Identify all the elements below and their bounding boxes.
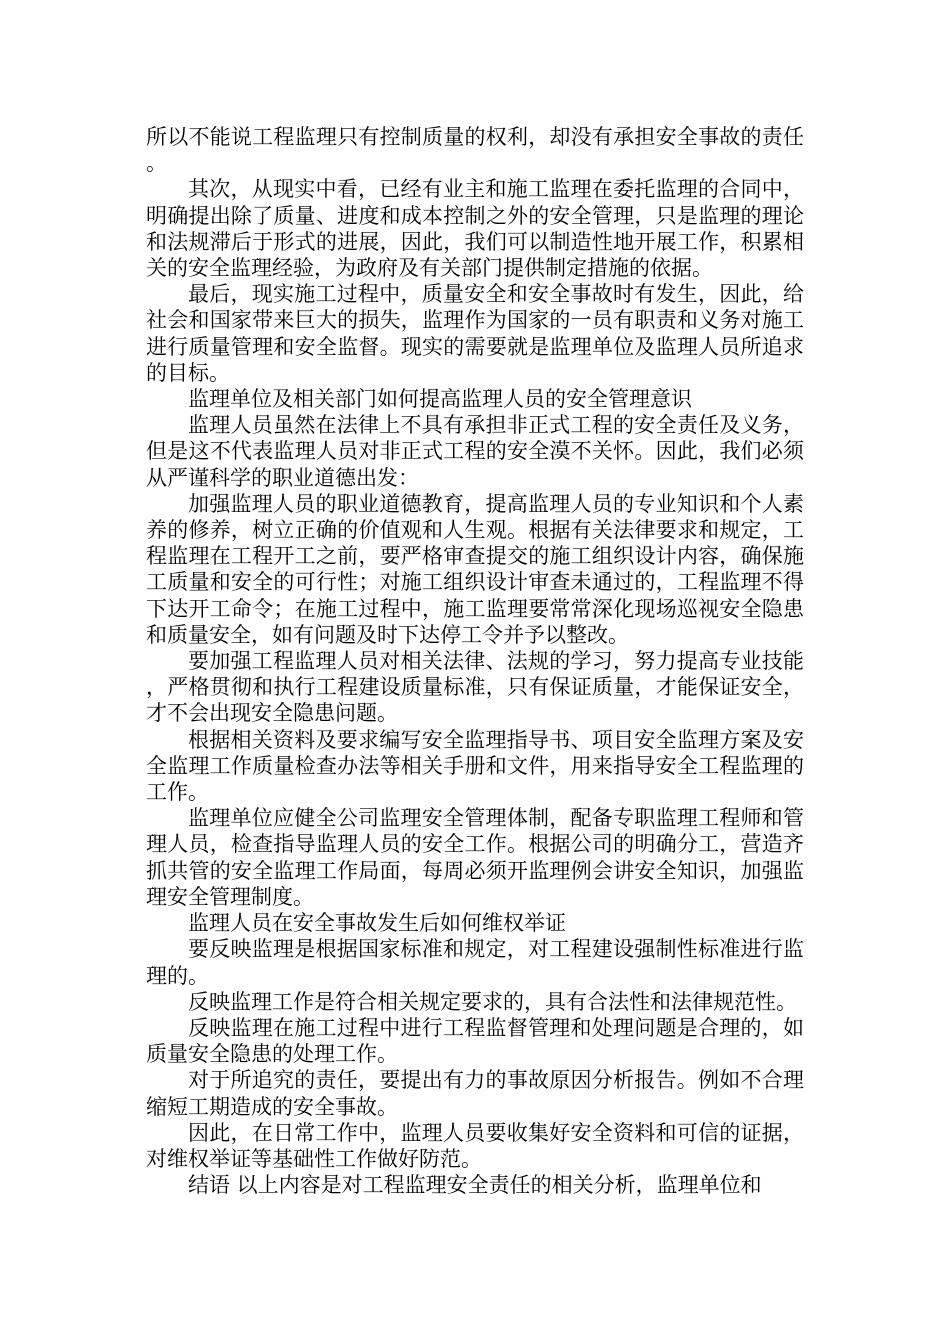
- paragraph-6: 加强监理人员的职业道德教育，提高监理人员的专业知识和个人素养的修养，树立正确的价值观和人生观。根据有关法律要求和规定，工程监理在工程开工之前，要严格审查提交的施工组织设计内容，确保施工质量和安全的可行性；对施工组织设计审查未通过的，工程监理不得下达开工命令；在施工过程中，施工监理要常常深化现场巡视安全隐患和质量安全，如有问题及时下达停工令并予以整改。: [146, 491, 804, 647]
- paragraph-2: 其次，从现实中看，已经有业主和施工监理在委托监理的合同中，明确提出除了质量、进度和成本控制之外的安全管理，只是监理的理论和法规滞后于形式的进展，因此，我们可以制造性地开展工作，积累相关的安全监理经验，为政府及有关部门提供制定措施的依据。: [146, 177, 804, 281]
- paragraph-9: 监理单位应健全公司监理安全管理体制，配备专职监理工程师和管理人员，检查指导监理人员的安全工作。根据公司的明确分工，营造齐抓共管的安全监理工作局面，每周必须开监理例会讲安全知识，加强监理安全管理制度。: [146, 806, 804, 909]
- section-heading-rights-evidence: 监理人员在安全事故发生后如何维权举证: [188, 911, 566, 936]
- paragraph-3: 最后，现实施工过程中，质量安全和安全事故时有发生，因此，给社会和国家带来巨大的损失，监理作为国家的一员有职责和义务对施工进行质量管理和安全监督。现实的需要就是监理单位及监理人员所追求的目标。: [146, 282, 804, 385]
- paragraph-12: 反映监理工作是符合相关规定要求的，具有合法性和法律规范性。: [188, 989, 797, 1014]
- paragraph-11: 要反映监理是根据国家标准和规定，对工程建设强制性标准进行监理的。: [146, 937, 804, 988]
- paragraph-13: 反映监理在施工过程中进行工程监督管理和处理问题是合理的，如质量安全隐患的处理工作。: [146, 1015, 804, 1067]
- paragraph-1: 所以不能说工程监理只有控制质量的权利，却没有承担安全事故的责任。: [146, 125, 804, 176]
- paragraph-7: 要加强工程监理人员对相关法律、法规的学习，努力提高专业技能，严格贯彻和执行工程建设质量标准，只有保证质量，才能保证安全，才不会出现安全隐患问题。: [146, 649, 804, 726]
- paragraph-conclusion: 结语 以上内容是对工程监理安全责任的相关分析，监理单位和: [188, 1173, 762, 1198]
- section-heading-improve-awareness: 监理单位及相关部门如何提高监理人员的安全管理意识: [188, 387, 692, 412]
- paragraph-5: 监理人员虽然在法律上不具有承担非正式工程的安全责任及义务，但是这不代表监理人员对非正式工程的安全漠不关怀。因此，我们必须从严谨科学的职业道德出发：: [146, 413, 804, 490]
- paragraph-14: 对于所追究的责任，要提出有力的事故原因分析报告。例如不合理缩短工期造成的安全事故。: [146, 1068, 804, 1119]
- paragraph-15: 因此，在日常工作中，监理人员要收集好安全资料和可信的证据，对维权举证等基础性工作做好防范。: [146, 1120, 804, 1171]
- paragraph-8: 根据相关资料及要求编写安全监理指导书、项目安全监理方案及安全监理工作质量检查办法等相关手册和文件，用来指导安全工程监理的工作。: [146, 727, 804, 805]
- document-page: [146, 124, 804, 1198]
